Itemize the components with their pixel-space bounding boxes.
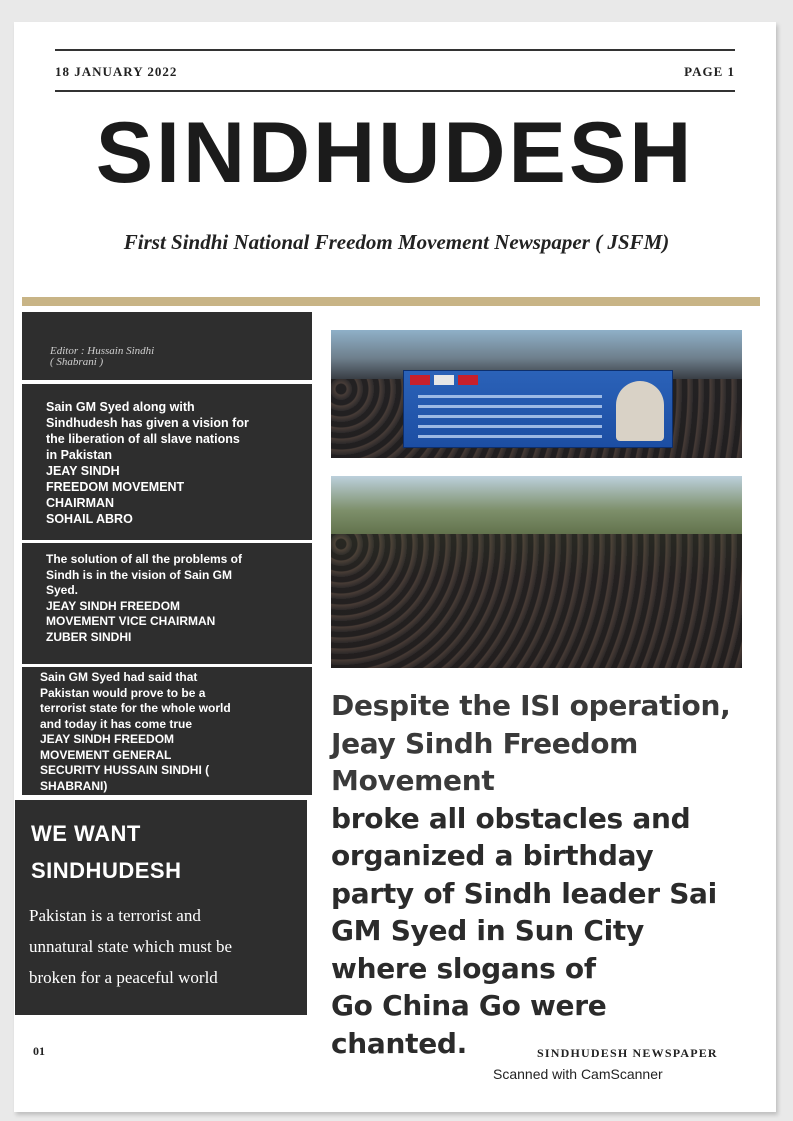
- quote-box-chairman: [22, 384, 312, 540]
- headline-line: Movement: [331, 764, 495, 797]
- quote-chairman-text: [46, 399, 302, 527]
- quote-line: in Pakistan: [46, 448, 112, 462]
- quote-line: Pakistan would prove to be a: [40, 685, 206, 700]
- quote-line: JEAY SINDH FREEDOM: [40, 732, 175, 746]
- quote-line: SECURITY HUSSAIN SINDHI (: [40, 763, 210, 777]
- quote-line: ZUBER SINDHI: [46, 629, 132, 644]
- quote-line: Sindh is in the vision of Sain GM: [46, 567, 233, 582]
- gold-divider: [22, 297, 760, 306]
- quote-line: Sain GM Syed along with: [46, 400, 195, 414]
- portrait-image: [616, 381, 664, 441]
- quote-line: SOHAIL ABRO: [46, 512, 133, 526]
- banner-text-image: [418, 435, 602, 438]
- flag-image: [410, 375, 430, 385]
- crowd-image: [331, 534, 742, 668]
- page-label: PAGE 1: [684, 64, 735, 79]
- scanner-watermark: Scanned with CamScanner: [493, 1066, 663, 1082]
- headline-line: Jeay Sindh Freedom: [331, 726, 639, 760]
- quote-line: JEAY SINDH FREEDOM: [46, 598, 181, 613]
- editor-alias: ( Shabrani ): [50, 356, 104, 368]
- top-rule: [55, 49, 735, 51]
- quote-line: the liberation of all slave nations: [46, 432, 240, 446]
- publication-name: SINDHUDESH NEWSPAPER: [537, 1046, 718, 1060]
- quote-line: Sindhudesh has given a vision for: [46, 416, 249, 430]
- main-headline: [331, 687, 751, 1062]
- rally-crowd-photo: [331, 476, 742, 668]
- editor-name: Editor : Hussain Sindhi: [50, 345, 155, 357]
- box-heading-line: WE WANT: [31, 821, 141, 846]
- quote-line: and today it has come true: [40, 716, 193, 731]
- banner-image: [403, 370, 673, 448]
- headline-line: GM Syed in Sun City: [331, 914, 644, 947]
- box-heading: [31, 815, 181, 889]
- quote-line: terrorist state for the whole world: [40, 701, 231, 715]
- flag-image: [458, 375, 478, 385]
- headline-line: where slogans of: [331, 951, 596, 985]
- box-heading-line: SINDHUDESH: [31, 858, 182, 883]
- flag-image: [434, 375, 454, 385]
- box-body-line: unnatural state which must be: [29, 937, 233, 956]
- quote-line: FREEDOM MOVEMENT: [46, 480, 185, 494]
- editor-box: [22, 312, 312, 380]
- quote-box-vice-chairman: [22, 543, 312, 664]
- issue-date: 18 JANUARY 2022: [55, 64, 178, 79]
- editor-credit: [50, 346, 154, 368]
- quote-line: Syed.: [46, 583, 79, 597]
- quote-line: MOVEMENT VICE CHAIRMAN: [46, 614, 216, 628]
- box-body: [29, 900, 305, 993]
- quote-vice-chairman-text: [46, 552, 302, 645]
- tagline: First Sindhi National Freedom Movement Newspaper ( JSFM): [123, 230, 670, 254]
- quote-box-general-security: [22, 667, 312, 795]
- rally-banner-photo: [331, 330, 742, 458]
- page-number: 01: [33, 1044, 45, 1058]
- quote-line: MOVEMENT GENERAL: [40, 747, 172, 762]
- quote-line: SHABRANI): [40, 778, 108, 793]
- headline-line: chanted.: [331, 1026, 468, 1060]
- header-rule: [55, 90, 735, 92]
- quote-line: CHAIRMAN: [46, 496, 115, 510]
- box-body-line: Pakistan is a terrorist and: [29, 906, 201, 925]
- quote-line: Sain GM Syed had said that: [40, 670, 198, 684]
- headline-line: organized a birthday: [331, 839, 654, 872]
- banner-text-image: [418, 395, 602, 398]
- quote-general-security-text: [40, 670, 302, 794]
- headline-line: Despite the ISI operation,: [331, 689, 731, 722]
- headline-line: party of Sindh leader Sai: [331, 876, 717, 910]
- we-want-sindhudesh-box: [15, 800, 307, 1015]
- quote-line: JEAY SINDH: [46, 464, 120, 478]
- banner-text-image: [418, 425, 602, 428]
- headline-line: Go China Go were: [331, 989, 607, 1022]
- banner-text-image: [418, 415, 602, 418]
- masthead-title: SINDHUDESH: [95, 105, 695, 201]
- box-body-line: broken for a peaceful world: [29, 968, 218, 987]
- quote-line: The solution of all the problems of: [46, 552, 243, 566]
- headline-line: broke all obstacles and: [331, 801, 691, 835]
- banner-text-image: [418, 405, 602, 408]
- dateline: [55, 64, 735, 82]
